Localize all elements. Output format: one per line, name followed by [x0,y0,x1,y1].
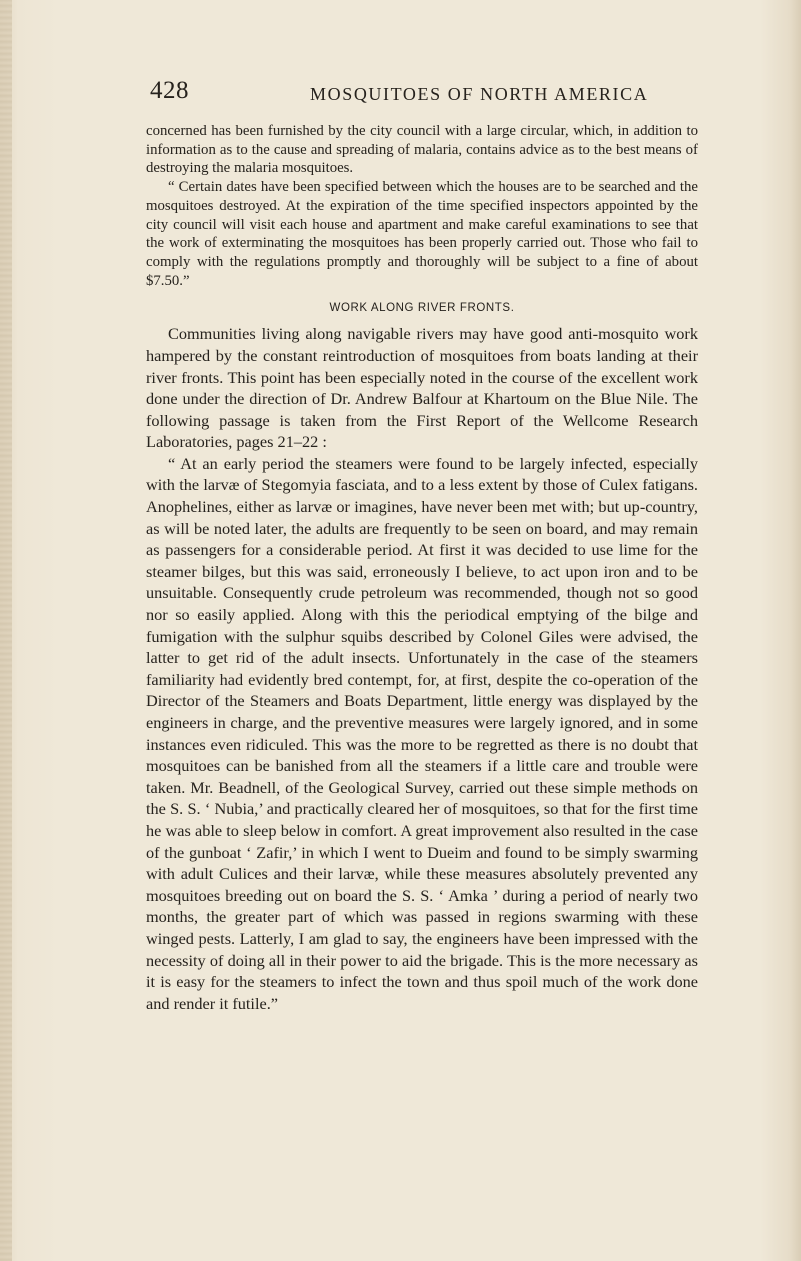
running-head [0,76,801,110]
paragraph-circular: concerned has been furnished by the city council with a large circular, which, in addition to information as to the cause and spreading of malaria, contains advice as to the best means of destroying the malaria mosquitoes. [146,123,698,177]
section-river-fronts [146,323,698,1014]
paragraph-quote-inspection: “ Certain dates have been specified between which the houses are to be searched and the mosquitoes destroyed. At the expiration of the time specified inspectors appointed by the city council will visit each house and apartment and make careful examinations to see that the work of exterminating the mosquitoes has been properly carried out. Those who fail to comply with the regulations promptly and thoroughly will be subject to a fine of about $7.50.” [146,179,698,289]
running-title: MOSQUITOES OF NORTH AMERICA [310,84,649,104]
page-number: 428 [150,77,189,104]
section-heading: WORK ALONG RIVER FRONTS. [329,302,515,315]
paragraph-communities: Communities living along navigable rivers may have good anti-mosquito work hampered by the constant reintroduction of mosquitoes from boats landing at their river fronts. This point has been especially noted in the course of the excellent work done under the direction of Dr. Andrew Balfour at Khartoum on the Blue Nile. The following passage is taken from the First Report of the Wellcome Research Laboratories, pages 21–22 : [146,324,698,452]
body-text [146,122,698,1014]
paragraph-quote-steamers: “ At an early period the steamers were found to be largely infected, especially with the larvæ of Stegomyia fasciata, and to a less extent by those of Culex fatigans. Anophelines, either as larvæ or imagines, have never been met with; but up-country, as will be noted later, the adults are frequently to be seen on board, and may remain as passengers for a considerable period. At first it was decided to use lime for the steamer bilges, but this was said, erroneously I believe, to act upon iron and to be unsuitable. Consequently crude petroleum was recommended, though not so good nor so easily applied. Along with this the periodical emptying of the bilge and fumigation with the sulphur squibs described by Colonel Giles were advised, the latter to get rid of the adult insects. Unfortunately in the case of the steamers familiarity had evidently bred contempt, for, at first, despite the co-operation of the Director of the Steamers and Boats Department, little energy was displayed by the engineers in charge, and the preventive measures were largely ignored, and in some instances even ridiculed. This was the more to be regretted as there is no doubt that mosquitoes can be banished from all the steamers if a little care and trouble were taken. Mr. Beadnell, of the Geological Survey, carried out these simple methods on the S. S. ‘ Nubia,’ and practically cleared her of mosquitoes, so that for the first time he was able to sleep below in comfort. A great improvement also resulted in the case of the gunboat ‘ Zafir,’ in which I went to Dueim and found to be simply swarming with adult Culices and their larvæ, while these measures absolutely prevented any mosquitoes breeding out on board the S. S. ‘ Amka ’ during a period of nearly two months, the greater part of which was passed in regions swarming with these winged pests. Latterly, I am glad to say, the engineers have been impressed with the necessity of doing all in their power to aid the brigade. This is the more necessary as it is easy for the steamers to infect the town and thus spoil much of the work done and render it futile.” [146,453,698,1013]
binding-gutter [0,0,12,1261]
